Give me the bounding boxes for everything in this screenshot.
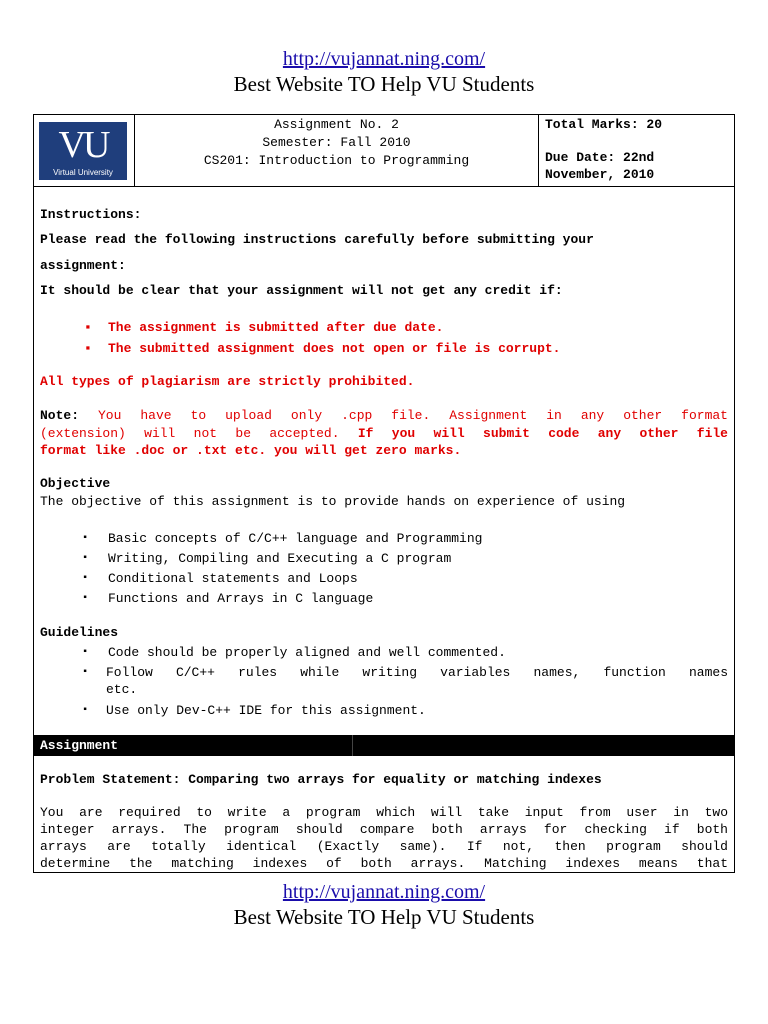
note-line2 [40,426,728,441]
bullet-marker: ▪ [82,647,89,658]
guideline-item: Follow C/C++ rules while writing variables names, function names [106,665,728,680]
bullet-marker: ▪ [82,533,89,544]
note-label: Note: [40,408,80,423]
problem-paragraph-line: integer arrays. The program should compare both arrays for checking if both [40,822,728,837]
guidelines-heading: Guidelines [40,625,119,640]
semester: Semester: Fall 2010 [262,135,411,150]
logo-cell [34,115,135,186]
instruction-bullet: The submitted assignment does not open or file is corrupt. [108,341,561,356]
bullet-marker: ▪ [82,573,89,584]
objective-text: The objective of this assignment is to provide hands on experience of using [40,494,626,509]
due-date-line1: Due Date: 22nd [545,150,655,165]
logo-subtitle: Virtual University [53,168,113,177]
note-text: (extension) will not be accepted. [40,426,340,441]
problem-paragraph-line: You are required to write a program which will take input from user in two [40,805,728,820]
document-header [34,115,734,187]
problem-paragraph-line: determine the matching indexes of both arrays. Matching indexes means that [40,856,728,871]
assignment-section-bar [34,735,734,757]
note-line1 [40,408,728,423]
course-title: CS201: Introduction to Programming [203,153,470,168]
assignment-number: Assignment No. 2 [274,117,399,132]
guideline-item: Use only Dev-C++ IDE for this assignment. [106,703,426,718]
bullet-marker: ▪ [84,320,92,335]
objective-item: Functions and Arrays in C language [108,591,374,606]
due-date-line2: November, 2010 [545,167,655,182]
bottom-site-link[interactable]: http://vujannat.ning.com/ [282,881,486,903]
bar-divider [352,735,353,757]
bullet-marker: ▪ [82,667,89,678]
instructions-line1: Please read the following instructions carefully before submitting your [40,232,594,247]
assignment-document [33,114,735,873]
guideline-item: Code should be properly aligned and well commented. [108,645,506,660]
objective-item: Writing, Compiling and Executing a C program [108,551,452,566]
title-cell [135,115,539,186]
note-text-bold: If you will submit code any other file [357,426,728,441]
instructions-line2: assignment: [40,258,126,273]
guideline-item-continued: etc. [106,682,138,697]
bottom-site-tagline: Best Website TO Help VU Students [233,905,535,929]
instruction-bullet: The assignment is submitted after due date. [108,320,444,335]
objective-item: Basic concepts of C/C++ language and Programming [108,531,483,546]
top-site-link[interactable]: http://vujannat.ning.com/ [282,48,486,70]
problem-paragraph-line: arrays are totally identical (Exactly same). If not, then program should [40,839,728,854]
objective-item: Conditional statements and Loops [108,571,358,586]
problem-statement: Problem Statement: Comparing two arrays for equality or matching indexes [40,772,602,787]
total-marks: Total Marks: 20 [545,117,663,132]
objective-heading: Objective [40,476,111,491]
bullet-marker: ▪ [84,341,92,356]
assignment-section-label: Assignment [40,738,119,753]
note-text: You have to upload only .cpp file. Assignment in any other format [98,408,728,423]
vu-logo [39,122,127,180]
marks-cell [539,115,734,186]
bullet-marker: ▪ [82,593,89,604]
instructions-heading: Instructions: [40,207,142,222]
logo-mark: VU [58,124,108,166]
note-line3: format like .doc or .txt etc. you will get zero marks. [40,443,462,458]
bullet-marker: ▪ [82,553,89,564]
top-site-tagline: Best Website TO Help VU Students [233,72,535,96]
plagiarism-warning: All types of plagiarism are strictly prohibited. [40,374,415,389]
bar-rule [34,756,734,757]
instructions-line3: It should be clear that your assignment will not get any credit if: [40,283,563,298]
bullet-marker: ▪ [82,705,89,716]
